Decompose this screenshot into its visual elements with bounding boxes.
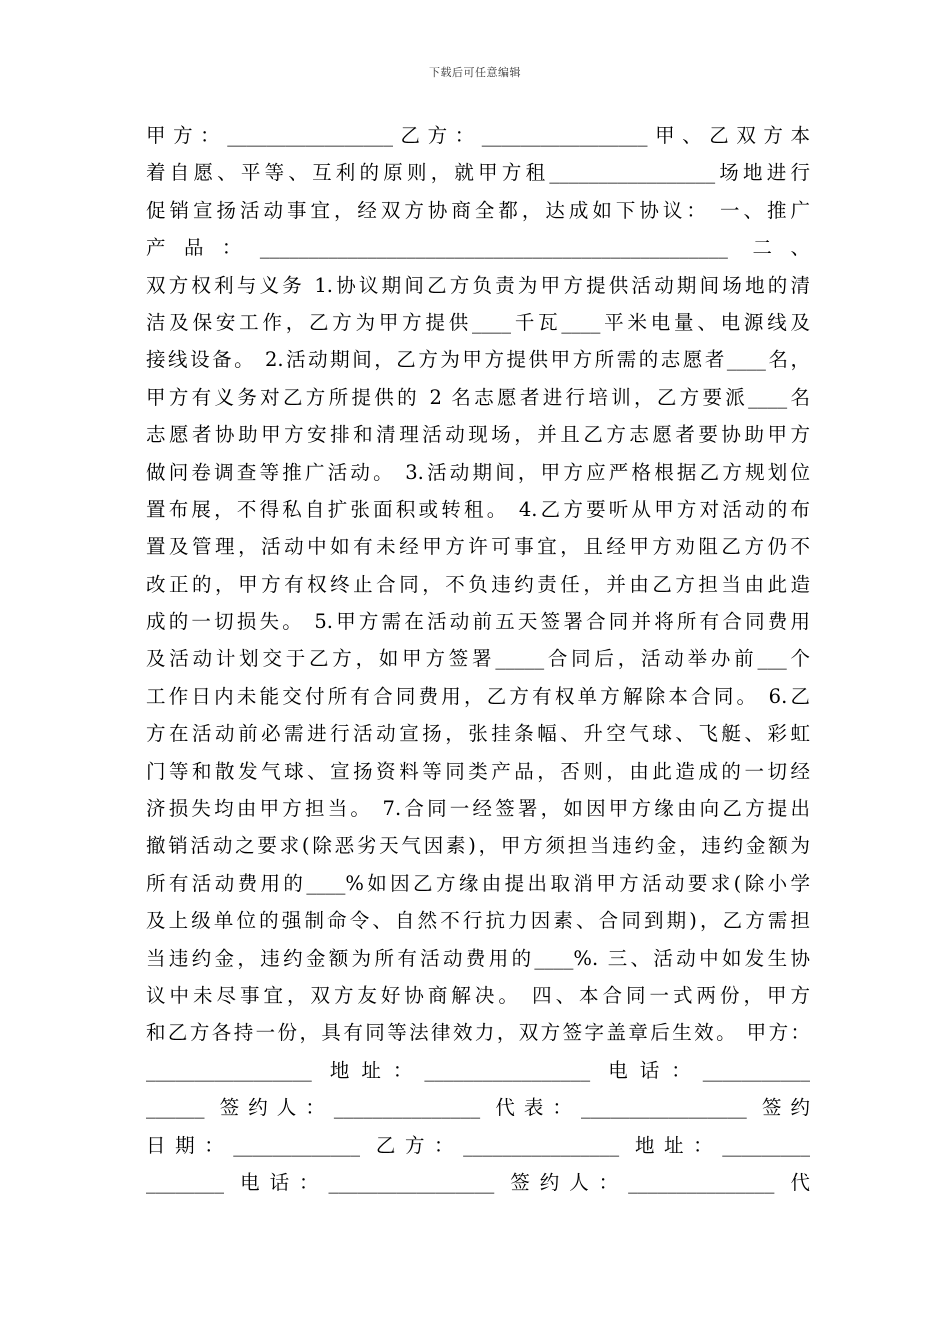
text-line: 济损失均由甲方担当。 7.合同一经签署，如因甲方缘由向乙方提出	[146, 797, 810, 821]
page-header-note: 下载后可任意编辑	[429, 66, 521, 79]
text-line: 议中未尽事宜，双方友好协商解决。 四、本合同一式两份，甲方	[146, 983, 810, 1007]
text-line: 洁及保安工作，乙方为甲方提供____千瓦____平米电量、电源线及	[146, 310, 810, 334]
text-line: 置及管理，活动中如有未经甲方许可事宜，且经甲方劝阻乙方仍不	[146, 535, 810, 559]
text-line: 成的一切损失。 5.甲方需在活动前五天签署合同并将所有合同费用	[146, 610, 810, 634]
text-line: 促销宣扬活动事宜，经双方协商全都，达成如下协议： 一、推广	[146, 198, 810, 222]
text-line: 双方权利与义务 1.协议期间乙方负责为甲方提供活动期间场地的清	[146, 273, 810, 297]
text-line: ________ 电话：_________________ 签约人：_______________ 代	[146, 1170, 810, 1194]
text-line: 及活动计划交于乙方，如甲方签署_____合同后，活动举办前___个	[146, 647, 810, 671]
text-line: 甲方：_________________乙方：_________________甲、乙双方本	[146, 124, 810, 147]
text-line: 置布展，不得私自扩张面积或转租。 4.乙方要听从甲方对活动的布	[146, 497, 810, 521]
text-line: 着自愿、平等、互利的原则，就甲方租_________________场地进行	[146, 161, 810, 185]
text-line: 工作日内未能交付所有合同费用，乙方有权单方解除本合同。 6.乙	[146, 684, 810, 708]
text-line: 日期：_____________ 乙方：________________ 地址：_________	[146, 1133, 810, 1157]
text-line: 和乙方各持一份，具有同等法律效力，双方签字盖章后生效。 甲方：	[146, 1021, 810, 1045]
text-line: 门等和散发气球、宣扬资料等同类产品，否则，由此造成的一切经	[146, 759, 810, 783]
text-line: 当违约金，违约金额为所有活动费用的____%. 三、活动中如发生协	[146, 946, 810, 970]
contract-body	[146, 117, 810, 1201]
text-line: 做问卷调查等推广活动。 3.活动期间，甲方应严格根据乙方规划位	[146, 460, 810, 484]
text-line: 甲方有义务对乙方所提供的 2 名志愿者进行培训，乙方要派____名	[146, 385, 810, 409]
text-line: 产品：________________________________________________ 二、	[146, 236, 810, 260]
text-line: 方在活动前必需进行活动宣扬，张挂条幅、升空气球、飞艇、彩虹	[146, 722, 810, 746]
text-line: 改正的，甲方有权终止合同，不负违约责任，并由乙方担当由此造	[146, 572, 810, 596]
text-line: 撤销活动之要求(除恶劣天气因素)，甲方须担当违约金，违约金额为	[146, 834, 810, 858]
text-line: ______ 签约人：_______________ 代表：_________________ 签约	[146, 1096, 810, 1120]
text-line: 及上级单位的强制命令、自然不行抗力因素、合同到期)，乙方需担	[146, 909, 810, 933]
text-line: _________________ 地址：_________________ 电话：___________	[146, 1058, 810, 1082]
text-line: 所有活动费用的____%如因乙方缘由提出取消甲方活动要求(除小学	[146, 871, 810, 895]
text-line: 接线设备。 2.活动期间，乙方为甲方提供甲方所需的志愿者____名，	[146, 348, 810, 372]
text-line: 志愿者协助甲方安排和清理活动现场，并且乙方志愿者要协助甲方	[146, 423, 810, 447]
